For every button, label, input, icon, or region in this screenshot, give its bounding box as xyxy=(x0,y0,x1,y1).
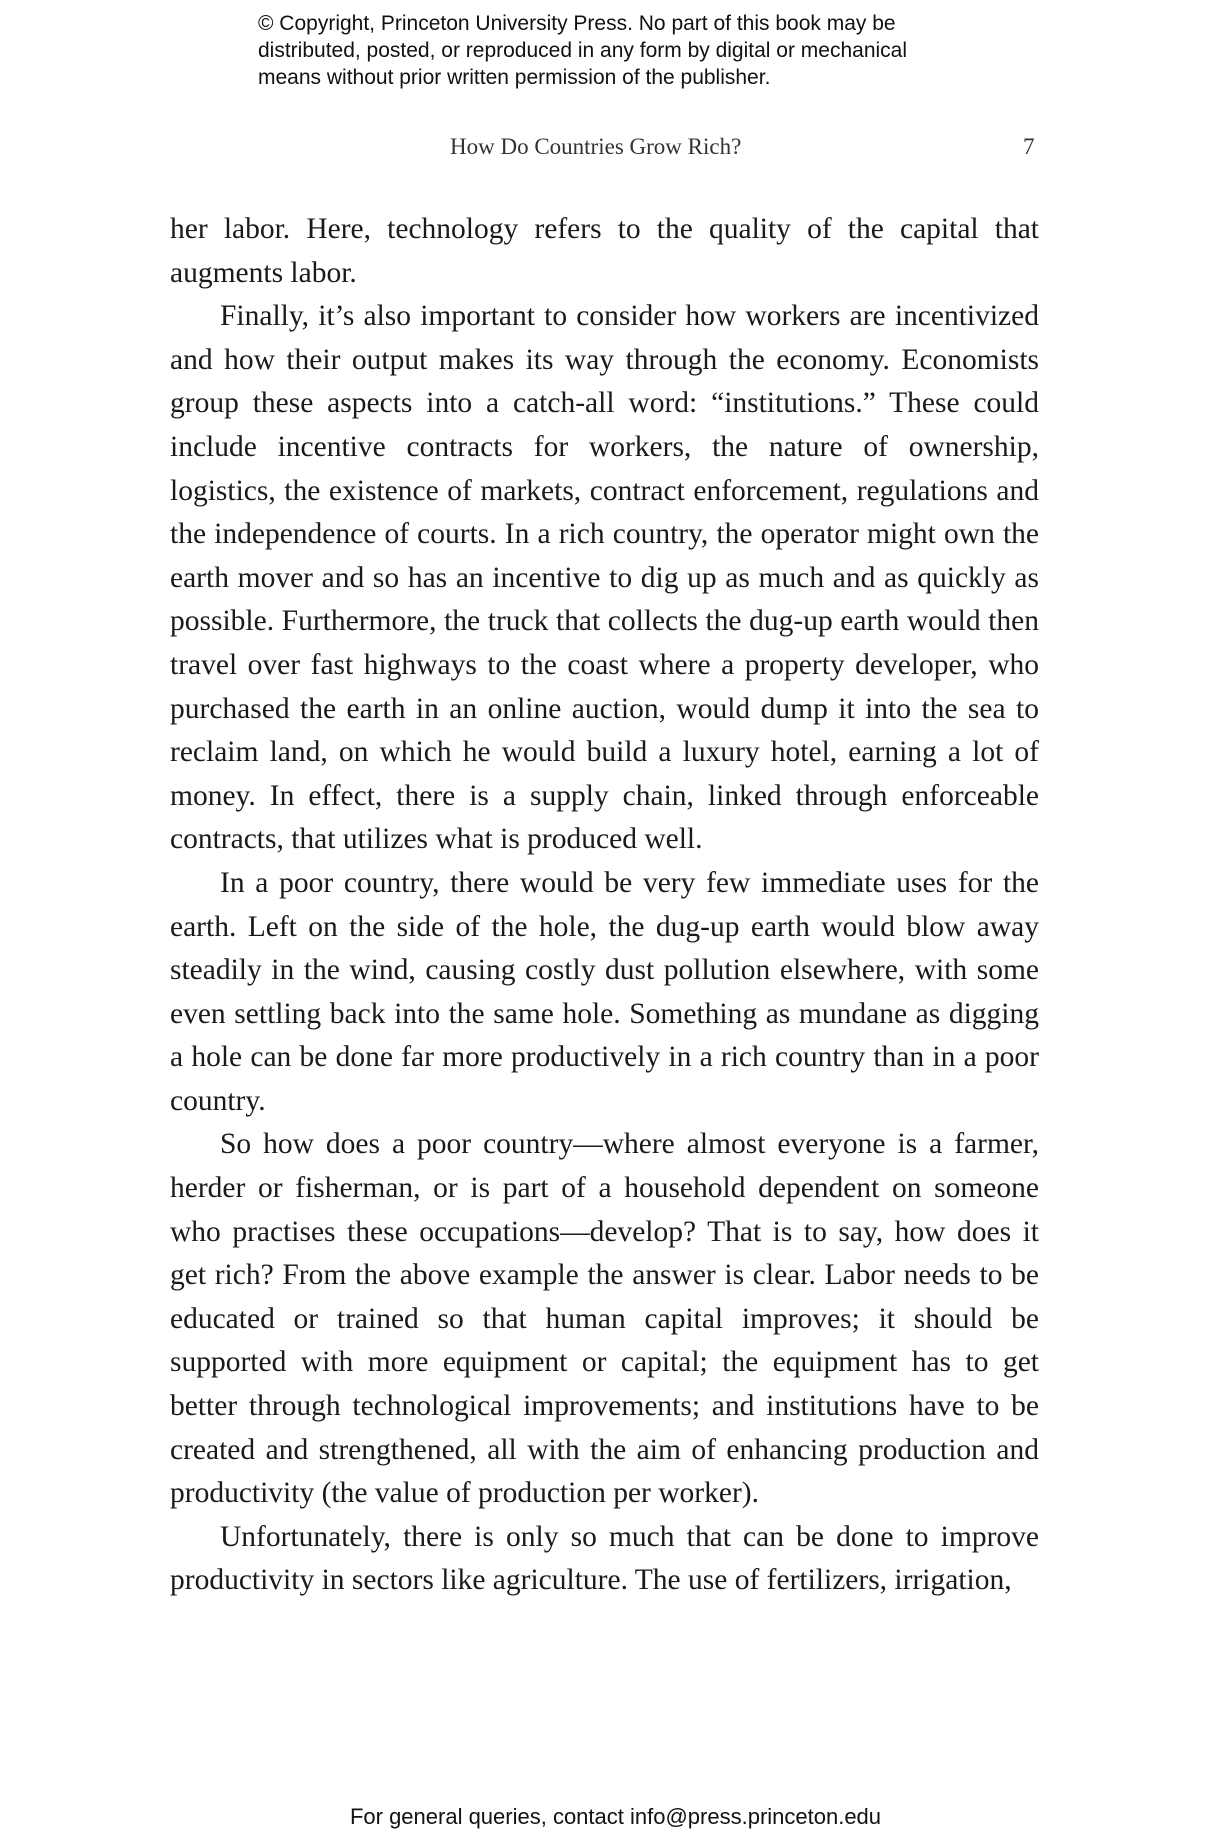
copyright-notice xyxy=(258,10,1018,91)
paragraph: her labor. Here, technology refers to the quality of the capital that augments labor. xyxy=(170,213,1039,289)
body-text xyxy=(170,208,1039,1603)
paragraph: Unfortunately, there is only so much that can be done to improve productivity in sectors like agriculture. The use of fertilizers, irrigation, xyxy=(170,1520,1039,1597)
paragraph: So how does a poor country—where almost everyone is a farmer, herder or fisherman, or is part of a household dependent on someone who practises these occupations—develop? That is to say, how does it get rich? From the above example the answer is clear. Labor needs to be educated or trained so that human capital improves; it should be supported with more equipment or capital; the equipment has to get better through technological improvements; and institutions have to be created and strengthened, all with the aim of enhancing production and productivity (the value of production per worker). xyxy=(170,1128,1039,1510)
paragraph: In a poor country, there would be very few immediate uses for the earth. Left on the side of the hole, the dug-up earth would blow away steadily in the wind, causing costly dust pollution elsewhere, with some even settling back into the same hole. Something as mundane as digging a hole can be done far more productively in a rich country than in a poor country. xyxy=(170,866,1039,1117)
running-head-title: How Do Countries Grow Rich? xyxy=(450,134,742,159)
footer-contact: For general queries, contact info@press.princeton.edu xyxy=(349,1804,882,1829)
copyright-line: distributed, posted, or reproduced in any form by digital or mechanical xyxy=(258,39,908,62)
copyright-line: © Copyright, Princeton University Press. No part of this book may be xyxy=(258,12,896,35)
paragraph: Finally, it’s also important to consider how workers are incentivized and how their output makes its way through the economy. Economists group these aspects into a catch-all word: “institutions.” These could include incentive contracts for workers, the nature of ownership, logistics, the existence of markets, contract enforcement, regulations and the independence of courts. In a rich country, the operator might own the earth mover and so has an incentive to dig up as much and as quickly as possible. Furthermore, the truck that collects the dug-up earth would then travel over fast highways to the coast where a property developer, who purchased the earth in an online auction, would dump it into the sea to reclaim land, on which he would build a luxury hotel, earning a lot of money. In effect, there is a supply chain, linked through enforceable contracts, that utilizes what is produced well. xyxy=(170,300,1039,856)
copyright-line: means without prior written permission of the publisher. xyxy=(258,66,771,89)
page-number: 7 xyxy=(1023,134,1035,159)
